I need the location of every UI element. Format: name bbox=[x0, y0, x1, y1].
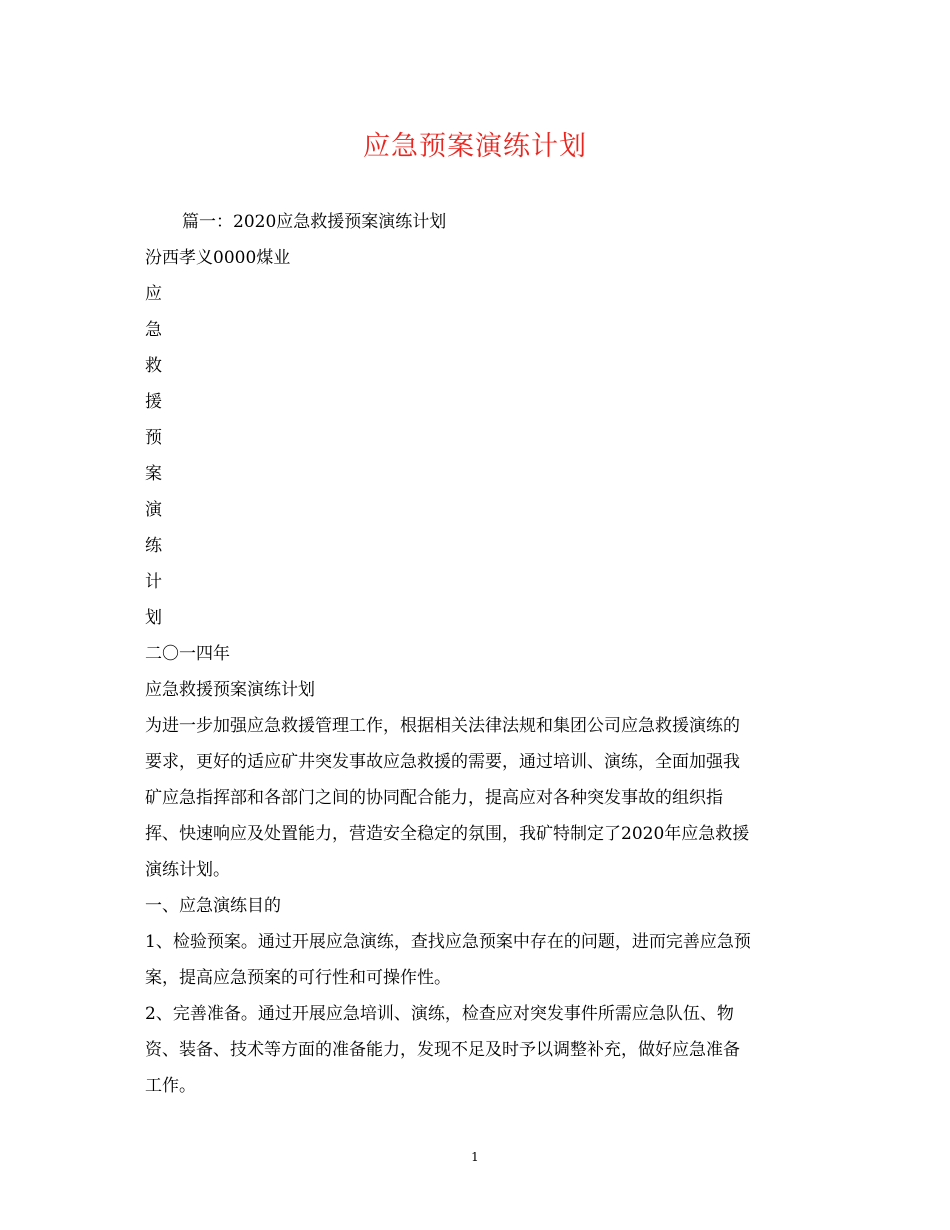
vertical-title-char: 预 bbox=[145, 428, 162, 448]
vertical-title-char: 计 bbox=[145, 572, 162, 592]
vertical-title-char: 急 bbox=[145, 320, 162, 340]
section-heading: 一、应急演练目的 bbox=[145, 896, 281, 916]
document-body bbox=[145, 204, 810, 1104]
paragraph-line: 2、完善准备。通过开展应急培训、演练，检查应对突发事件所需应急队伍、物 bbox=[145, 1004, 734, 1024]
vertical-title-char: 练 bbox=[145, 536, 162, 556]
vertical-title-char: 援 bbox=[145, 392, 162, 412]
vertical-title-char: 划 bbox=[145, 608, 162, 628]
paragraph-line: 为进一步加强应急救援管理工作，根据相关法律法规和集团公司应急救援演练的 bbox=[145, 716, 740, 736]
paragraph-line: 矿应急指挥部和各部门之间的协同配合能力，提高应对各种突发事故的组织指 bbox=[145, 788, 723, 808]
document-title: 应急预案演练计划 bbox=[363, 131, 587, 162]
document-date: 二〇一四年 bbox=[145, 644, 230, 664]
vertical-title-char: 案 bbox=[145, 464, 162, 484]
vertical-title-char: 应 bbox=[145, 284, 162, 304]
page-number: 1 bbox=[471, 1150, 479, 1164]
paragraph-line: 案，提高应急预案的可行性和可操作性。 bbox=[145, 968, 451, 988]
paragraph-line: 资、装备、技术等方面的准备能力，发现不足及时予以调整补充，做好应急准备 bbox=[145, 1040, 740, 1060]
paragraph-line: 1、检验预案。通过开展应急演练，查找应急预案中存在的问题，进而完善应急预 bbox=[145, 932, 751, 952]
vertical-title-char: 救 bbox=[145, 356, 162, 376]
company-name: 汾西孝义0000煤业 bbox=[145, 248, 291, 268]
plan-title: 应急救援预案演练计划 bbox=[145, 680, 315, 700]
paragraph-line: 工作。 bbox=[145, 1076, 196, 1096]
paragraph-line: 要求，更好的适应矿井突发事故应急救援的需要，通过培训、演练，全面加强我 bbox=[145, 752, 740, 772]
vertical-title-char: 演 bbox=[145, 500, 162, 520]
paragraph-line: 挥、快速响应及处置能力，营造安全稳定的氛围，我矿特制定了2020年应急救援 bbox=[145, 824, 750, 844]
paragraph-line: 演练计划。 bbox=[145, 860, 230, 880]
section-heading: 篇一：2020应急救援预案演练计划 bbox=[182, 212, 447, 232]
